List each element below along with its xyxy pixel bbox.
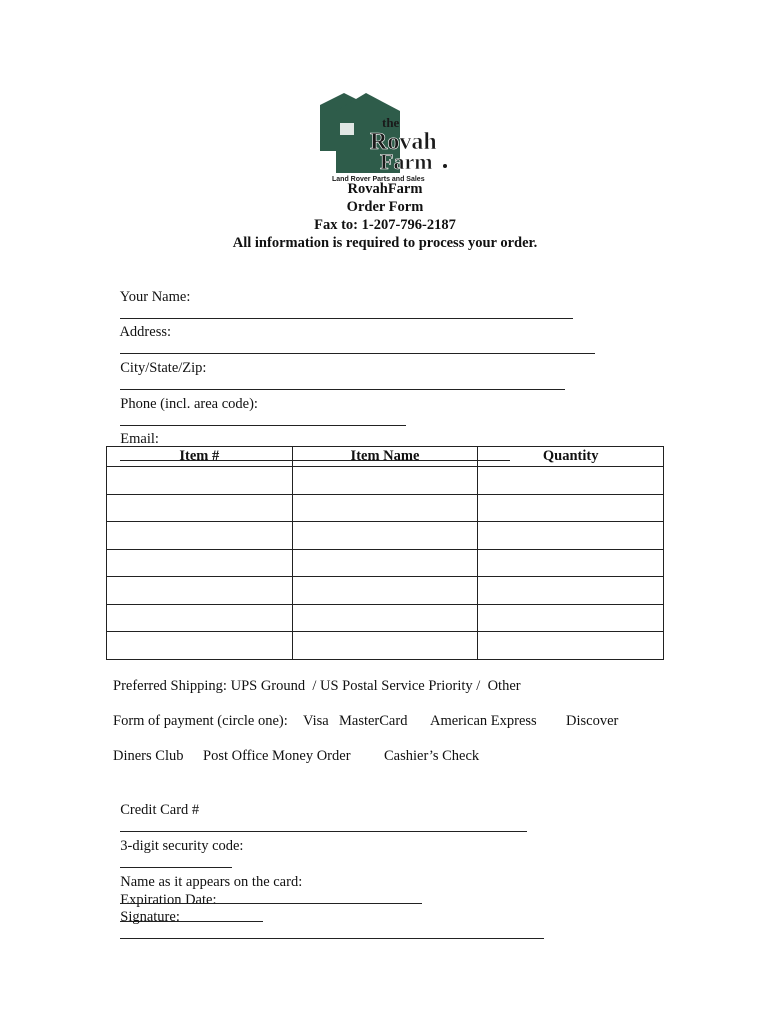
payment-option-mastercard[interactable]: MasterCard	[339, 713, 408, 729]
email-label: Email:	[120, 431, 159, 447]
order-items-table	[106, 446, 664, 660]
item-name-cell[interactable]	[292, 632, 478, 660]
signature-blank-line[interactable]	[120, 926, 544, 939]
table-row	[107, 494, 664, 522]
item-number-cell[interactable]	[107, 494, 293, 522]
credit-card-label: Credit Card #	[120, 802, 200, 818]
table-row	[107, 604, 664, 632]
signature-row	[113, 890, 544, 944]
logo-registered-dot	[443, 164, 447, 168]
quantity-cell[interactable]	[478, 522, 664, 550]
city-state-zip-label: City/State/Zip:	[120, 360, 207, 376]
shipping-row	[113, 677, 521, 695]
logo-tagline-text: Land Rover Parts and Sales	[332, 176, 425, 183]
item-name-cell[interactable]	[292, 604, 478, 632]
item-name-cell[interactable]	[292, 549, 478, 577]
quantity-cell[interactable]	[478, 549, 664, 577]
quantity-cell[interactable]	[478, 577, 664, 605]
item-number-cell[interactable]	[107, 522, 293, 550]
company-name: RovahFarm	[347, 181, 423, 197]
table-header-row	[107, 447, 664, 467]
table-row	[107, 522, 664, 550]
logo-the-text: the	[382, 115, 400, 130]
table-row	[107, 577, 664, 605]
phone-label: Phone (incl. area code):	[120, 396, 258, 412]
item-number-header: Item #	[107, 447, 293, 467]
payment-option-money-order[interactable]: Post Office Money Order	[203, 748, 351, 764]
payment-option-visa[interactable]: Visa	[303, 713, 329, 729]
name-label: Your Name:	[119, 289, 191, 305]
item-name-cell[interactable]	[292, 522, 478, 550]
fax-number: Fax to: 1-207-796-2187	[314, 217, 456, 233]
item-number-cell[interactable]	[107, 549, 293, 577]
address-label: Address:	[119, 324, 172, 340]
item-number-cell[interactable]	[107, 467, 293, 495]
payment-option-diners[interactable]: Diners Club	[113, 748, 184, 764]
security-code-label: 3-digit security code:	[120, 838, 244, 854]
item-name-cell[interactable]	[292, 467, 478, 495]
payment-option-amex[interactable]: American Express	[430, 713, 537, 729]
quantity-cell[interactable]	[478, 632, 664, 660]
barn-door-shape	[340, 123, 354, 135]
shipping-label: Preferred Shipping:	[113, 678, 227, 694]
item-number-cell[interactable]	[107, 577, 293, 605]
shipping-options[interactable]: UPS Ground / US Postal Service Priority / Other	[230, 678, 521, 694]
payment-option-discover[interactable]: Discover	[566, 713, 619, 729]
quantity-cell[interactable]	[478, 467, 664, 495]
logo-farm-text: Farm	[380, 149, 433, 174]
table-row	[107, 632, 664, 660]
card-name-label: Name as it appears on the card:	[120, 874, 303, 890]
logo-rovah-text: Rovah	[370, 129, 437, 155]
quantity-cell[interactable]	[478, 494, 664, 522]
expiration-date-label: Expiration Date:	[120, 892, 217, 908]
signature-label: Signature:	[120, 909, 180, 925]
quantity-header: Quantity	[478, 447, 664, 467]
required-notice: All information is required to process your order.	[232, 235, 538, 251]
item-name-cell[interactable]	[292, 494, 478, 522]
table-row	[107, 549, 664, 577]
payment-label: Form of payment (circle one):	[113, 713, 288, 729]
item-name-cell[interactable]	[292, 577, 478, 605]
payment-option-cashiers-check[interactable]: Cashier’s Check	[384, 748, 480, 764]
form-title: Order Form	[346, 199, 424, 215]
rovah-farm-logo	[318, 91, 452, 183]
item-number-cell[interactable]	[107, 632, 293, 660]
quantity-cell[interactable]	[478, 604, 664, 632]
table-row	[107, 467, 664, 495]
item-number-cell[interactable]	[107, 604, 293, 632]
item-name-header: Item Name	[292, 447, 478, 467]
